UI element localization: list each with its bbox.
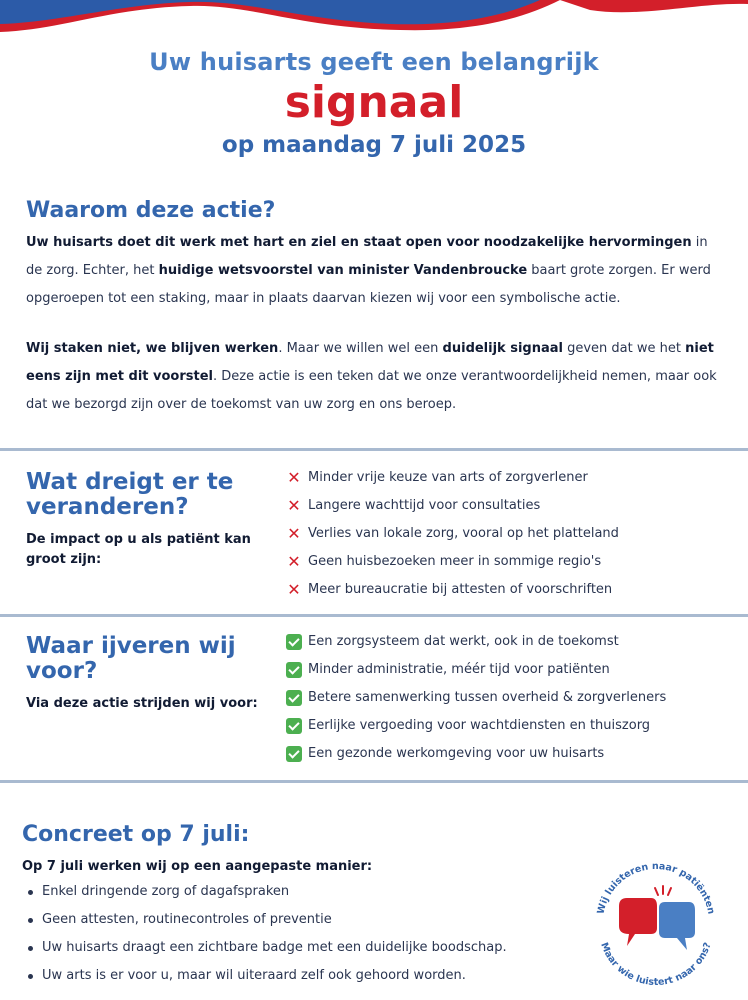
text-run: in de zorg. Echter, het (26, 235, 708, 278)
list-item: Betere samenwerking tussen overheid & zorgverleners (286, 684, 736, 712)
list-item: Een zorgsysteem dat werkt, ook in de toekomst (286, 628, 736, 656)
threat-left (26, 470, 266, 570)
why-section (26, 198, 726, 419)
check-icon (286, 662, 302, 678)
why-paragraph-2 (26, 335, 726, 419)
text-run: duidelijk signaal (442, 341, 563, 356)
top-wave-decoration (0, 0, 748, 40)
threat-title: Wat dreigt er te veranderen? (26, 469, 234, 520)
header-signal: signaal (284, 77, 464, 128)
divider (0, 780, 748, 783)
divider (0, 448, 748, 451)
cross-icon: ✕ (287, 552, 301, 571)
goals-title: Waar ijveren wij voor? (26, 633, 236, 684)
header-date: op maandag 7 juli 2025 (221, 132, 527, 158)
divider (0, 614, 748, 617)
cross-icon: ✕ (287, 524, 301, 543)
cross-icon: ✕ (287, 496, 301, 515)
text-run: baart grote zorgen. Er werd opgeroepen tot een staking, maar in plaats daarvan kiezen wij voor een symbolische actie. (26, 263, 711, 306)
list-item: ✕ Langere wachttijd voor consultaties (287, 496, 541, 515)
cross-icon: ✕ (287, 580, 301, 599)
list-item: Minder administratie, méér tijd voor patiënten (286, 656, 736, 684)
text-run: . Maar we willen wel een (278, 341, 443, 356)
why-paragraph-1 (26, 229, 726, 313)
list-item: Eerlijke vergoeding voor wachtdiensten en thuiszorg (286, 712, 736, 740)
list-item: Uw arts is er voor u, maar wil uiteraard zelf ook gehoord worden. (22, 962, 582, 990)
threat-list (286, 464, 736, 604)
header-line1: Uw huisarts geeft een belangrijk (149, 48, 599, 76)
check-icon (286, 634, 302, 650)
list-item: Uw huisarts draagt een zichtbare badge met een duidelijke boodschap. (22, 934, 582, 962)
goals-left (26, 634, 266, 714)
check-icon (286, 690, 302, 706)
badge-bottom-text: Maar wie luistert naar ons? (598, 941, 714, 989)
badge-top-text: Wij luisteren naar patiënten (595, 860, 717, 916)
text-run: Wij staken niet, we blijven werken (26, 341, 279, 356)
text-run: geven dat we het (562, 341, 686, 356)
concrete-lead: Op 7 juli werken wij op een aangepaste manier: (22, 859, 373, 874)
svg-text:Maar wie luistert naar ons? (598, 941, 713, 988)
speech-bubbles-icon (619, 886, 695, 950)
check-icon (286, 718, 302, 734)
concrete-title: Concreet op 7 juli: (22, 822, 250, 847)
threat-subtitle: De impact op u als patiënt kan groot zijn: (26, 532, 251, 567)
badge-logo (585, 848, 727, 990)
list-item: Een gezonde werkomgeving voor uw huisarts (286, 740, 736, 768)
list-item: ✕ Verlies van lokale zorg, vooral op het platteland (287, 524, 619, 543)
header (0, 48, 748, 158)
list-item: Geen attesten, routinecontroles of preventie (22, 906, 582, 934)
cross-icon: ✕ (287, 468, 301, 487)
list-item: ✕ Geen huisbezoeken meer in sommige regio's (287, 552, 602, 571)
goals-subtitle: Via deze actie strijden wij voor: (26, 696, 258, 711)
text-run: . Deze actie is een teken dat we onze verantwoordelijkheid nemen, maar ook dat we bezorgd zijn over de toekomst van uw zorg en ons beroep. (26, 369, 717, 412)
list-item: Enkel dringende zorg of dagafspraken (22, 878, 582, 906)
concrete-section (22, 822, 582, 990)
list-item: ✕ Minder vrije keuze van arts of zorgverlener (287, 468, 588, 487)
text-run: niet eens zijn met dit voorstel (26, 341, 714, 384)
list-item: ✕ Meer bureaucratie bij attesten of voorschriften (287, 580, 613, 599)
check-icon (286, 746, 302, 762)
goals-list (286, 628, 736, 768)
why-title: Waarom deze actie? (26, 198, 276, 223)
text-run: Uw huisarts doet dit werk met hart en ziel en staat open voor noodzakelijke hervormingen (26, 235, 692, 250)
text-run: huidige wetsvoorstel van minister Vandenbroucke (158, 263, 528, 278)
concrete-list (22, 878, 582, 990)
